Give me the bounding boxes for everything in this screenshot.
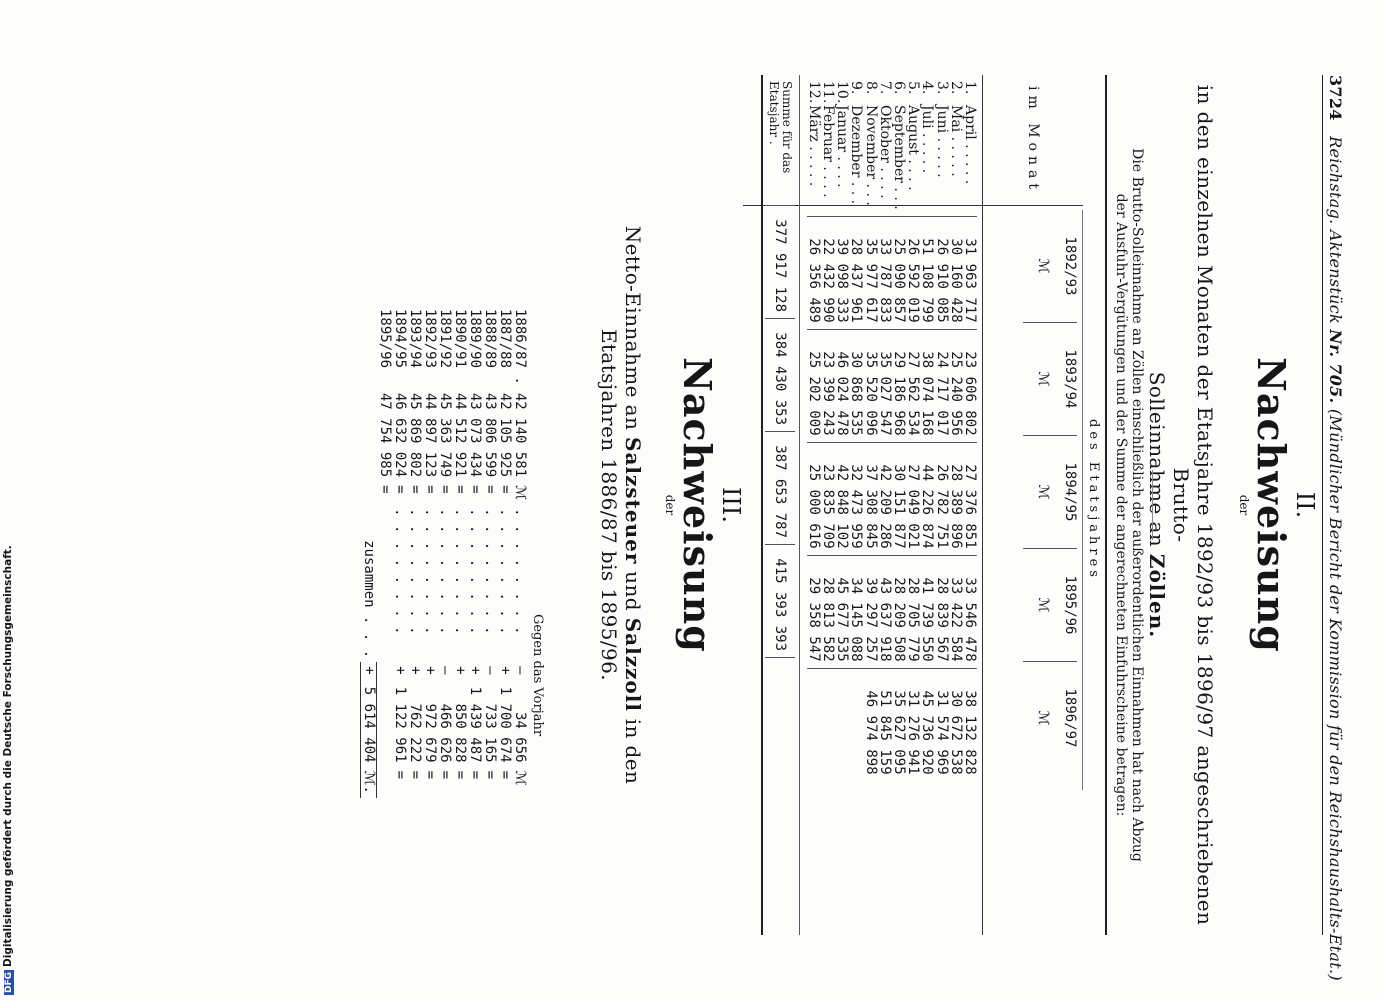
value-cell: 31 574 969 — [934, 668, 948, 781]
table-bottom-rule — [761, 75, 763, 935]
month-cell — [835, 75, 849, 216]
salt-row — [512, 305, 527, 798]
unit-cell: = — [497, 485, 513, 494]
amount-cell: 45 363 749 — [437, 392, 453, 478]
unit-label: ℳ — [1023, 549, 1063, 662]
diff-cell: 1 439 487 — [467, 686, 483, 763]
value-cell: 33 546 478 — [963, 555, 977, 668]
month-cell — [934, 75, 948, 216]
month-name: Juni . . . . . — [933, 105, 950, 178]
sign-cell: + — [407, 666, 423, 675]
value-cell: 31 276 941 — [906, 668, 920, 781]
dots-cell: . . . . . . . . — [437, 508, 453, 635]
section-ii-desc-line1: in den einzelnen Monaten der Etatsjahre 1892/93 bis 1896/97 angeschriebenen Brutto- — [1169, 84, 1217, 926]
year-header: 1893/94 — [1063, 323, 1077, 436]
row-number: 6. — [890, 81, 907, 95]
sum-row — [765, 75, 795, 770]
month-name: August . . . . — [905, 105, 922, 191]
value-cell: 30 868 535 — [849, 329, 863, 442]
value-cell: 45 677 535 — [835, 555, 849, 668]
month-cell — [807, 75, 821, 216]
table-row — [849, 75, 863, 781]
month-name: September . . . — [890, 105, 907, 210]
value-cell — [849, 668, 863, 781]
year-header: 1896/97 — [1063, 662, 1077, 775]
year-cell: 1886/87 . — [512, 309, 528, 385]
month-name: Januar . . . . — [834, 105, 851, 188]
section-ii-desc-prefix: Solleinnahme an — [1145, 371, 1169, 548]
table-row — [934, 75, 948, 781]
year-cell: 1891/92 — [437, 309, 453, 369]
section-iii-desc-line1 — [621, 75, 645, 935]
value-cell: 28 813 582 — [821, 555, 835, 668]
diff-cell: 972 679 — [422, 703, 438, 763]
salt-row — [482, 305, 497, 798]
diff-cell: 1 700 674 — [497, 686, 513, 763]
value-cell: 33 422 584 — [949, 555, 963, 668]
empty-cell — [361, 389, 377, 481]
value-cell: 35 627 095 — [892, 668, 906, 781]
diff-unit-cell: ℳ — [512, 770, 528, 786]
value-cell: 43 637 918 — [878, 555, 892, 668]
salt-row — [422, 305, 437, 798]
value-cell: 28 209 508 — [892, 555, 906, 668]
table-row — [807, 75, 821, 781]
document-number: Nr. 705. — [1326, 329, 1345, 404]
value-cell: 25 240 956 — [949, 329, 963, 442]
dots-cell: . . . . . . . . — [422, 508, 438, 635]
value-cell: 26 782 751 — [934, 442, 948, 555]
salt-income-table — [360, 305, 527, 798]
sign-cell — [377, 662, 393, 678]
diff-cell: 1 122 961 — [392, 686, 408, 763]
unit-cell: = — [422, 485, 438, 494]
page-header — [1326, 75, 1345, 981]
section-iii-desc-line2: Etatsjahren 1886/87 bis 1895/96. — [597, 328, 621, 681]
month-name: April . . . . . — [962, 105, 978, 185]
total-sign: + — [361, 662, 377, 678]
sum-row-table — [765, 75, 795, 770]
dots-cell: . . . . . . . . — [482, 508, 498, 635]
diff-unit-cell: = — [392, 770, 408, 780]
value-cell: 32 473 959 — [849, 442, 863, 555]
amount-cell: 46 632 024 — [392, 392, 408, 478]
unit-cell: = — [376, 485, 393, 494]
sign-cell: + — [422, 666, 438, 675]
header-title: Reichstag. Aktenstück — [1326, 136, 1345, 324]
value-cell: 46 024 478 — [835, 329, 849, 442]
group-header: des Etatsjahres — [1086, 419, 1101, 581]
amount-cell: 44 897 123 — [422, 392, 438, 478]
desc-emph-salzsteuer: Salzsteuer — [621, 437, 645, 565]
unit-label: ℳ — [1023, 662, 1063, 775]
year-cell: 1889/90 — [467, 309, 483, 369]
diff-cell: 762 222 — [407, 703, 423, 763]
value-cell: 23 399 243 — [821, 329, 835, 442]
year-cell: 1895/96 — [376, 309, 393, 369]
rotated-page-content — [105, 75, 1345, 981]
year-header: 1895/96 — [1063, 549, 1077, 662]
value-cell: 51 845 159 — [878, 668, 892, 781]
section-iii-description — [597, 75, 645, 935]
table-row — [821, 75, 835, 781]
value-cell: 42 209 286 — [878, 442, 892, 555]
diff-unit-cell: = — [497, 770, 513, 780]
row-number: 1. — [962, 81, 978, 95]
monthly-data-table — [807, 75, 977, 781]
sum-value: 415 393 393 — [765, 545, 795, 658]
section-iii-der: der — [663, 494, 677, 516]
value-cell: 23 835 709 — [821, 442, 835, 555]
unit-label: ℳ — [1023, 323, 1063, 436]
total-value: 5 614 404 — [361, 679, 377, 767]
year-header: 1894/95 — [1063, 436, 1077, 549]
total-label: zusammen . . . — [361, 540, 377, 659]
table-row — [906, 75, 920, 781]
value-cell: 34 145 088 — [849, 555, 863, 668]
value-cell: 27 049 021 — [906, 442, 920, 555]
month-cell — [906, 75, 920, 216]
unit-cell: = — [482, 485, 498, 494]
section-iii-heading: Nachweisung — [675, 357, 720, 653]
value-cell: 28 437 961 — [849, 216, 863, 329]
section-ii-desc-line2 — [1145, 75, 1169, 935]
row-number: 2. — [947, 81, 964, 95]
sum-top-rule — [799, 75, 800, 935]
dfg-logo: DFG — [4, 971, 14, 993]
row-number: 11. — [819, 81, 836, 104]
month-cell — [892, 75, 906, 216]
value-cell: 26 592 019 — [906, 216, 920, 329]
year-cell: 1887/88 — [497, 309, 513, 369]
amount-cell: 47 754 985 — [376, 392, 393, 478]
value-cell: 30 672 538 — [949, 668, 963, 781]
value-cell: 28 705 779 — [906, 555, 920, 668]
value-cell — [807, 668, 821, 781]
unit-cell: ℳ — [512, 485, 528, 501]
month-name: Dezember . . . — [848, 105, 865, 205]
month-cell — [878, 75, 892, 216]
value-cell: 41 739 550 — [920, 555, 934, 668]
sign-cell: — — [512, 666, 528, 675]
section-ii-heading: Nachweisung — [1249, 357, 1294, 653]
amount-cell: 43 806 599 — [482, 392, 498, 478]
header-rule — [1322, 75, 1323, 935]
row-number: 4. — [919, 81, 936, 95]
value-cell — [835, 668, 849, 781]
month-name: Oktober . . . . — [876, 105, 893, 199]
empty-cell — [361, 481, 377, 504]
note-line2: der Ausfuhr-Vergütungen und der Summe der angerechneten Einfuhrscheine betragen: — [1113, 193, 1129, 817]
year-cell: 1888/89 — [482, 309, 498, 369]
month-cell — [849, 75, 863, 216]
unit-cell: = — [407, 485, 423, 494]
value-cell: 42 848 102 — [835, 442, 849, 555]
row-number: 10. — [834, 81, 851, 104]
dots-cell: . . . . . . . . — [407, 508, 423, 635]
diff-unit-cell: = — [452, 770, 468, 780]
table-row — [878, 75, 892, 781]
dots-cell: . . . . . . . . — [512, 508, 528, 635]
total-unit: ℳ. — [361, 767, 377, 798]
month-cell — [949, 75, 963, 216]
dots-cell: . . . . . . . . — [467, 508, 483, 635]
value-cell: 29 358 547 — [807, 555, 821, 668]
month-cell — [920, 75, 934, 216]
value-cell: 35 027 547 — [878, 329, 892, 442]
sign-cell: + — [452, 666, 468, 675]
value-cell: 37 308 845 — [863, 442, 877, 555]
diff-unit-cell — [377, 767, 393, 798]
value-cell: 25 090 857 — [892, 216, 906, 329]
section-ii-title — [1237, 75, 1319, 935]
diff-cell: 850 828 — [452, 703, 468, 763]
short-divider — [1152, 470, 1153, 540]
month-cell — [963, 75, 977, 216]
diff-unit-cell: = — [407, 770, 423, 780]
section-iii-title — [663, 75, 745, 935]
amount-cell: 43 073 434 — [467, 392, 483, 478]
amount-cell: 42 105 925 — [497, 392, 513, 478]
unit-cell: = — [467, 485, 483, 494]
sum-label-line1: Summe für das — [780, 81, 794, 174]
section-ii-description — [1145, 75, 1217, 935]
month-header: im Monat — [1025, 86, 1041, 194]
digitization-credit — [2, 545, 14, 995]
sum-value: 387 653 787 — [765, 432, 795, 545]
month-name: Juli . . . . . — [919, 105, 936, 174]
value-cell: 25 000 616 — [807, 442, 821, 555]
credit-text: Digitalisierung gefördert durch die Deutsche Forschungsgemeinschaft. — [2, 545, 14, 967]
row-number: 5. — [905, 81, 922, 95]
amount-cell: 42 140 581 — [512, 392, 528, 478]
row-number: 12. — [805, 81, 822, 104]
desc-prefix: Netto-Einnahme an — [621, 225, 645, 431]
year-cell: 1893/94 — [407, 309, 423, 369]
unit-cell: = — [437, 485, 453, 494]
dots-cell: . . . . . . . . — [452, 508, 468, 635]
section-ii-note — [1113, 75, 1145, 935]
salt-row — [467, 305, 482, 798]
row-number: 7. — [876, 81, 893, 95]
value-cell: 35 520 096 — [863, 329, 877, 442]
section-ii-roman: II. — [1291, 491, 1319, 519]
header-subtitle: (Mündlicher Bericht der Kommission für den Reichshaushalts-Etat.) — [1326, 408, 1345, 981]
sum-label-line2: Etatsjahr . — [767, 81, 781, 145]
sign-cell: + — [392, 666, 408, 675]
month-name: Februar . . . . — [819, 105, 836, 198]
value-cell: 39 098 333 — [835, 216, 849, 329]
value-cell: 46 974 898 — [863, 668, 877, 781]
value-cell: 30 160 428 — [949, 216, 963, 329]
diff-unit-cell: = — [422, 770, 438, 780]
year-cell: 1892/93 — [422, 309, 438, 369]
table-row — [920, 75, 934, 781]
value-cell: 44 226 874 — [920, 442, 934, 555]
row-number: 3. — [933, 81, 950, 95]
diff-unit-cell: = — [467, 770, 483, 780]
value-cell: 33 787 833 — [878, 216, 892, 329]
amount-cell: 44 512 921 — [452, 392, 468, 478]
sign-cell: + — [497, 666, 513, 675]
dots-cell — [377, 504, 393, 662]
diff-cell: 733 165 — [482, 703, 498, 763]
year-cell: 1894/95 — [392, 309, 408, 369]
table-row — [835, 75, 849, 781]
table-row — [963, 75, 977, 781]
dots-cell: . . . . . . . . — [497, 508, 513, 635]
unit-label: ℳ — [1034, 258, 1051, 274]
value-cell: 26 910 085 — [934, 216, 948, 329]
value-cell: 28 389 896 — [949, 442, 963, 555]
value-cell: 39 297 257 — [863, 555, 877, 668]
value-cell: 51 108 799 — [920, 216, 934, 329]
value-cell: 26 356 489 — [807, 216, 821, 329]
value-cell: 38 074 168 — [920, 329, 934, 442]
salt-row — [437, 305, 452, 798]
value-cell: 45 736 920 — [920, 668, 934, 781]
table-row — [892, 75, 906, 781]
section-ii-desc-emph: Zöllen. — [1145, 553, 1169, 639]
month-name: März . . . . . — [805, 105, 822, 187]
table-row — [863, 75, 877, 781]
salt-row — [377, 305, 393, 798]
salt-total-row — [361, 305, 377, 798]
section-iii-roman: III. — [717, 486, 745, 524]
value-cell: 25 202 009 — [807, 329, 821, 442]
value-cell: 28 839 567 — [934, 555, 948, 668]
sum-value: 377 917 128 — [765, 206, 795, 319]
row-number: 8. — [862, 81, 879, 95]
group-header-rule — [1082, 210, 1083, 790]
value-cell: 35 977 617 — [863, 216, 877, 329]
table-row — [949, 75, 963, 781]
unit-cell: = — [452, 485, 468, 494]
year-header: 1892/93 — [1062, 236, 1078, 296]
note-line1: Die Brutto-Solleinnahme an Zöllen einschließlich der außerordentlichen Einnahmen hat nach Abzug — [1129, 148, 1145, 862]
compare-header: Gegen das Vorjahr — [530, 613, 545, 737]
month-name: November . . . — [862, 105, 879, 206]
diff-unit-cell: = — [482, 770, 498, 780]
value-cell: 38 132 828 — [963, 668, 977, 781]
value-cell: 29 186 968 — [892, 329, 906, 442]
sum-label — [765, 75, 795, 206]
desc-emph-salzzoll: Salzzoll — [621, 617, 645, 712]
desc-mid: und — [621, 571, 645, 611]
salt-row — [497, 305, 512, 798]
diff-unit-cell: = — [437, 770, 453, 780]
table-top-rule — [1105, 75, 1107, 935]
value-cell: 22 432 990 — [821, 216, 835, 329]
month-name: Mai . . . . . — [947, 105, 964, 177]
sum-value: 384 430 353 — [765, 319, 795, 432]
value-cell — [821, 668, 835, 781]
sign-cell: — — [437, 666, 453, 675]
diff-cell: 466 626 — [437, 703, 453, 763]
dots-cell: . . . . . . . . — [392, 508, 408, 635]
sum-value — [765, 658, 795, 771]
value-cell: 23 606 802 — [963, 329, 977, 442]
value-cell: 27 562 534 — [906, 329, 920, 442]
sign-cell: + — [467, 666, 483, 675]
desc-suffix: in den — [621, 718, 645, 785]
sign-cell: — — [482, 666, 498, 675]
header-bottom-rule — [982, 75, 983, 935]
amount-cell: 45 869 802 — [407, 392, 423, 478]
diff-cell — [377, 679, 393, 767]
value-cell: 27 376 851 — [963, 442, 977, 555]
year-cell: 1890/91 — [452, 309, 468, 369]
value-cell: 31 963 717 — [963, 216, 977, 329]
value-cell: 24 717 017 — [934, 329, 948, 442]
section-ii-der: der — [1237, 494, 1251, 516]
diff-cell: 34 656 — [512, 712, 528, 763]
page-number: 3724 — [1326, 75, 1345, 121]
salt-row — [392, 305, 407, 798]
empty-cell — [361, 305, 377, 389]
month-cell — [821, 75, 835, 216]
year-header-table — [1023, 210, 1077, 774]
unit-cell: = — [392, 485, 408, 494]
salt-row — [452, 305, 467, 798]
row-number: 9. — [848, 81, 865, 95]
salt-row — [407, 305, 422, 798]
month-cell — [863, 75, 877, 216]
unit-label: ℳ — [1023, 436, 1063, 549]
value-cell: 30 151 877 — [892, 442, 906, 555]
